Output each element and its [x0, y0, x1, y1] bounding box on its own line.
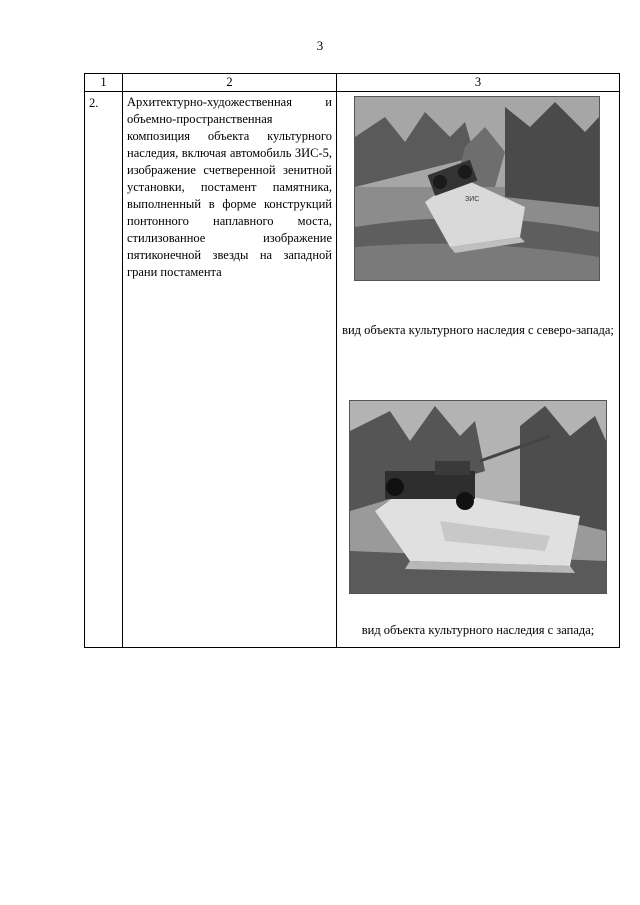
photos-cell [337, 92, 620, 648]
row-number: 2. [85, 92, 123, 648]
row-description: Архитектурно-художественная и объемно-пространственная композиция объекта культурного наследия, включая автомобиль ЗИС-5, изображение счетверенной зенитной установки, постамент памятника, выполненный в форме конструкций понтонного наплавного моста, стилизованное изображение пятиконечной звезды на западной грани постамента [123, 92, 337, 648]
photo-caption-2: вид объекта культурного наследия с запада; [361, 623, 595, 637]
header-col-2: 2 [123, 74, 337, 92]
monument-table [84, 73, 620, 648]
monument-photo-northwest [354, 96, 600, 281]
table-header-row [85, 74, 620, 92]
header-col-1: 1 [85, 74, 123, 92]
svg-text:ЗИС: ЗИС [465, 196, 480, 203]
table-row [85, 92, 620, 648]
header-col-3: 3 [337, 74, 620, 92]
photo-caption-1: вид объекта культурного наследия с северо-запада; [342, 323, 614, 337]
monument-photo-west [349, 400, 607, 594]
page-number: 3 [316, 38, 324, 53]
